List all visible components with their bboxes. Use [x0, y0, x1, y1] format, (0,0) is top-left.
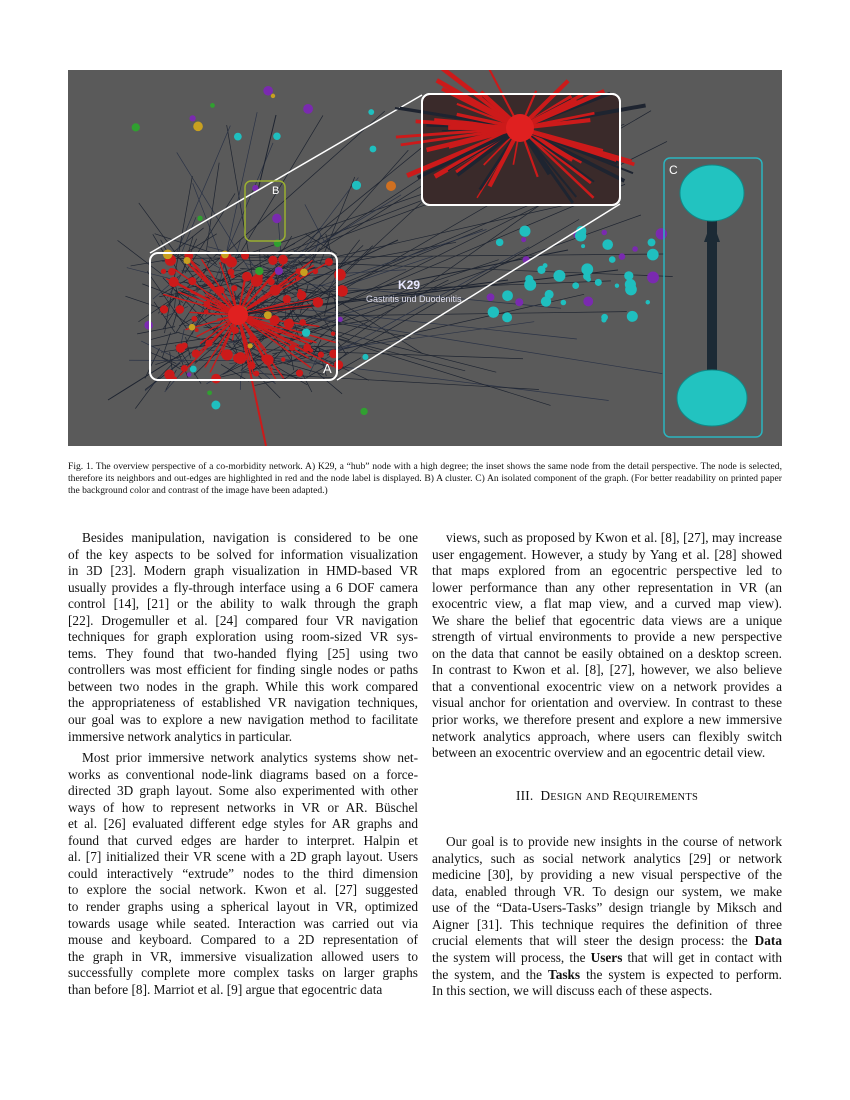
graph-node — [386, 181, 396, 191]
graph-node — [572, 282, 579, 289]
graph-node — [646, 300, 650, 304]
graph-node — [132, 123, 140, 131]
highlighted-node — [298, 289, 302, 293]
highlighted-node — [247, 361, 255, 369]
highlighted-node — [313, 297, 323, 307]
highlighted-node — [160, 305, 168, 313]
highlighted-node — [234, 352, 246, 364]
graph-node — [583, 273, 590, 280]
hub-label: K29 — [398, 278, 421, 292]
highlighted-node — [318, 352, 324, 358]
graph-node — [619, 253, 626, 260]
text-line: directed 3D graph layout. Some also experimented with other — [68, 783, 418, 799]
highlighted-node — [169, 277, 179, 287]
graph-node — [234, 133, 242, 141]
text-line: In contrast to Kwon et al. [8], [27], however, we also believe — [432, 662, 782, 678]
highlighted-node — [191, 316, 197, 322]
text-line: the appropriateness of established VR navigation techniques, — [68, 695, 418, 711]
text-line: visual anchor for orientation and overview. In contrast to these — [432, 695, 782, 711]
text-line: controllers was most efficient for finding single nodes or paths — [68, 662, 418, 678]
highlighted-node — [161, 269, 166, 274]
graph-node — [248, 343, 253, 348]
highlighted-node — [268, 278, 275, 285]
text-line: techniques for graph exploration using room-sized VR sys- — [68, 629, 418, 645]
highlighted-node — [168, 268, 176, 276]
graph-node — [189, 115, 195, 121]
paragraph — [432, 530, 782, 762]
graph-node — [338, 317, 343, 322]
highlighted-node — [164, 370, 174, 380]
graph-node — [647, 271, 659, 283]
highlighted-node — [303, 344, 311, 352]
highlighted-node — [228, 268, 235, 275]
text-line: analytics, such as social network analytics [29] or network — [432, 850, 782, 866]
text-line: views, such as proposed by Kwon et al. [8], [27], may increase — [446, 530, 782, 545]
graph-node — [300, 268, 308, 276]
text-line: of the key aspects to be solved for information visualization — [68, 546, 418, 562]
graph-node — [515, 298, 523, 306]
graph-node — [302, 328, 310, 336]
section-heading: III. DESIGN AND REQUIREMENTS — [515, 787, 698, 803]
hub-sublabel: Gastritis und Duodenitis — [366, 294, 462, 304]
text-line: data, enabled through VR. To design our system, we make — [432, 883, 782, 899]
text-line: than before [8]. Marriot et al. [9] argue that egocentric data — [68, 981, 383, 997]
graph-node — [221, 251, 229, 259]
highlighted-node — [205, 339, 212, 346]
text-line: on the data that cannot be easily obtained on a desktop screen. — [432, 645, 782, 661]
text-line: towards usage while seated. Interaction was carried out via — [68, 915, 418, 931]
graph-node — [647, 249, 659, 261]
graph-node — [553, 270, 565, 282]
paragraph — [68, 750, 418, 998]
highlighted-node — [270, 285, 281, 296]
highlighted-node — [249, 336, 256, 343]
text-line: strength of virtual environments to provide a new perspective — [432, 629, 782, 645]
graph-node — [272, 214, 281, 223]
graph-node — [207, 390, 212, 395]
highlighted-node — [296, 276, 301, 281]
highlighted-node — [222, 349, 233, 360]
text-line: works as conventional node-link diagrams based on a force- — [68, 766, 418, 782]
graph-node — [189, 324, 196, 331]
text-line: exocentric view, a flat map view, and a curved map view). — [432, 596, 782, 612]
text-line: al. [7] initialized their VR scene with a 2D graph layout. Users — [68, 849, 418, 865]
text-line: network analytics approach, where users can flexibly switch — [432, 728, 782, 744]
highlighted-node — [175, 305, 184, 314]
highlighted-node — [281, 357, 285, 361]
graph-node — [255, 267, 263, 275]
graph-node — [595, 279, 602, 286]
text-line: user engagement. However, a study by Yang et al. [28] showed — [432, 546, 782, 562]
graph-node — [273, 133, 280, 140]
text-line: prior works, we therefore present and explore a new immersive — [432, 712, 782, 728]
graph-node — [625, 284, 637, 296]
highlighted-node — [181, 365, 188, 372]
graph-node — [609, 256, 616, 263]
text-line: In this section, we will discuss each of these aspects. — [432, 983, 713, 999]
graph-node — [190, 366, 197, 373]
text-line: crucial elements that will steer the design process: the Data — [432, 933, 782, 949]
text-line: et al. [26] evaluated different edge styles for AR graphs and — [68, 816, 418, 832]
graph-node — [575, 230, 586, 241]
text-line: to explore the social network. Kwon et al. [27] suggested — [68, 882, 418, 898]
graph-node — [271, 94, 275, 98]
highlighted-node — [334, 360, 343, 369]
graph-node — [581, 244, 585, 248]
highlighted-node — [331, 331, 335, 335]
graph-node — [488, 306, 499, 317]
text-line: found that curved edges are harder to interpret. Halpin et — [68, 832, 418, 848]
graph-node — [632, 246, 638, 252]
text-line: the system will process, the Users that will get in contact with — [432, 950, 783, 966]
highlighted-node — [289, 345, 295, 351]
graph-node — [264, 311, 272, 319]
highlighted-node — [217, 286, 224, 293]
text-line: the system, and the Tasks the system is expected to perform. — [432, 966, 783, 982]
text-line: ways of how to represent networks in VR or AR. Büschel — [68, 799, 418, 815]
graph-node — [193, 122, 203, 132]
text-line: immersive network analytics in particular. — [68, 728, 293, 744]
text-line: We share the belief that egocentric data views are a unique — [432, 612, 782, 628]
highlighted-node — [231, 285, 237, 291]
graph-node — [496, 239, 503, 246]
text-line: our goal was to explore a new navigation method to facilitate — [68, 712, 418, 728]
text-line: successfully complete more complex tasks on larger graphs — [68, 965, 418, 981]
graph-node — [360, 408, 367, 415]
text-line: use of the “Data-Users-Tasks” design triangle by Miksch and — [432, 900, 782, 916]
graph-node — [163, 249, 173, 259]
graph-node — [303, 104, 313, 114]
highlighted-node — [242, 272, 252, 282]
text-line: [22]. Drogemuller et al. [24] compared four VR navigation — [68, 612, 418, 628]
text-line: between two nodes in the graph. While this work compared — [68, 678, 418, 694]
graph-node — [648, 238, 656, 246]
label-c: C — [669, 163, 678, 177]
text-line: control [14], [21] or the ability to walk through the graph — [68, 596, 418, 612]
graph-node — [656, 228, 667, 239]
highlighted-node — [284, 319, 294, 329]
graph-node — [211, 401, 220, 410]
graph-node — [210, 103, 215, 108]
graph-node — [561, 300, 567, 306]
graph-node — [197, 216, 202, 221]
highlighted-node — [299, 319, 306, 326]
graph-node — [263, 86, 273, 96]
highlighted-node — [192, 349, 200, 357]
graph-node — [602, 239, 613, 250]
highlighted-node — [232, 327, 239, 334]
text-line: lower performance than any other representation in VR (an — [432, 579, 782, 595]
highlighted-node — [248, 316, 253, 321]
graph-node — [615, 284, 619, 288]
section-title: DESIGN AND REQUIREMENTS — [540, 787, 698, 803]
highlighted-node — [340, 273, 344, 277]
graph-node — [368, 109, 374, 115]
text-line: the graph in VR, immersive visualization allowed users to — [68, 948, 418, 964]
highlighted-node — [204, 309, 209, 314]
highlighted-node — [313, 269, 319, 275]
highlighted-node — [263, 354, 274, 365]
graph-node — [144, 321, 153, 330]
paragraph — [68, 530, 418, 745]
graph-node — [521, 237, 526, 242]
graph-node — [362, 354, 368, 360]
graph-node — [502, 290, 513, 301]
text-line: tems. They found that two-handed flying [25] using two — [68, 645, 418, 661]
highlighted-node — [195, 328, 199, 332]
graph-node — [370, 146, 377, 153]
highlighted-node — [336, 285, 348, 297]
highlighted-node — [268, 256, 277, 265]
graph-node — [624, 271, 633, 280]
figure-caption: Fig. 1. The overview perspective of a co-morbidity network. A) K29, a “hub” node with a high degree; the inset shows the same node from the detail perspective. The node is selected, therefore its neighbors and out-edges are highlighted in red and the node label is displayed. B) A cluster. C) An isolated component of the graph. (For better readability on printed paper the background color and contrast of the image have been adapted.) — [68, 461, 782, 497]
highlighted-node — [211, 374, 221, 384]
graph-node — [487, 293, 495, 301]
highlighted-node — [253, 371, 259, 377]
inset-hub-node — [506, 114, 534, 142]
text-line: mouse and keyboard. Compared to a 2D representation of — [68, 932, 418, 948]
graph-node — [627, 311, 638, 322]
graph-node — [275, 267, 283, 275]
text-line: Aigner [31]. This technique requires the definition of three — [432, 916, 782, 932]
text-line: could interactively “extrude” nodes to the third dimension — [68, 865, 418, 881]
text-line: to render graphs using a spherical layout in VR, optimized — [68, 899, 418, 915]
highlighted-node — [325, 258, 333, 266]
text-line: Most prior immersive network analytics systems show net- — [82, 750, 418, 766]
text-line: between an exocentric overview and an egocentric detail view. — [432, 745, 766, 761]
graph-node — [525, 275, 533, 283]
text-line: Besides manipulation, navigation is considered to be one — [82, 530, 418, 545]
highlighted-node — [296, 370, 303, 377]
left-column — [68, 530, 418, 1003]
graph-node — [537, 266, 545, 274]
graph-node — [502, 312, 512, 322]
text-line: in 3D [23]. Modern graph visualization in HMD-based VR — [68, 563, 418, 579]
graph-node — [183, 257, 190, 264]
graph-node — [187, 372, 192, 377]
highlighted-node — [188, 277, 196, 285]
label-a: A — [323, 361, 332, 376]
label-b: B — [272, 185, 280, 197]
highlighted-node — [278, 255, 288, 265]
paragraph — [432, 834, 782, 999]
hub-node — [228, 305, 248, 325]
graph-node — [583, 296, 593, 306]
text-line: that maps explored from an egocentric perspective led to — [432, 563, 782, 579]
text-line: usually provides a fly-through interface using a 6 DOF camera — [68, 579, 418, 595]
network-figure — [68, 70, 782, 446]
graph-node — [601, 317, 606, 322]
highlighted-node — [176, 343, 185, 352]
graph-node — [541, 296, 551, 306]
highlighted-node — [204, 301, 211, 308]
highlighted-node — [283, 295, 291, 303]
text-line: that a conventional exocentric view on a network provides a — [432, 678, 782, 694]
text-line: Our goal is to provide new insights in the course of network — [446, 834, 782, 850]
graph-node — [519, 226, 530, 237]
text-line: medicine [30], by providing a new visual perspective of the — [432, 867, 782, 883]
right-column — [432, 530, 782, 1005]
graph-node — [602, 230, 607, 235]
graph-node — [352, 181, 361, 190]
